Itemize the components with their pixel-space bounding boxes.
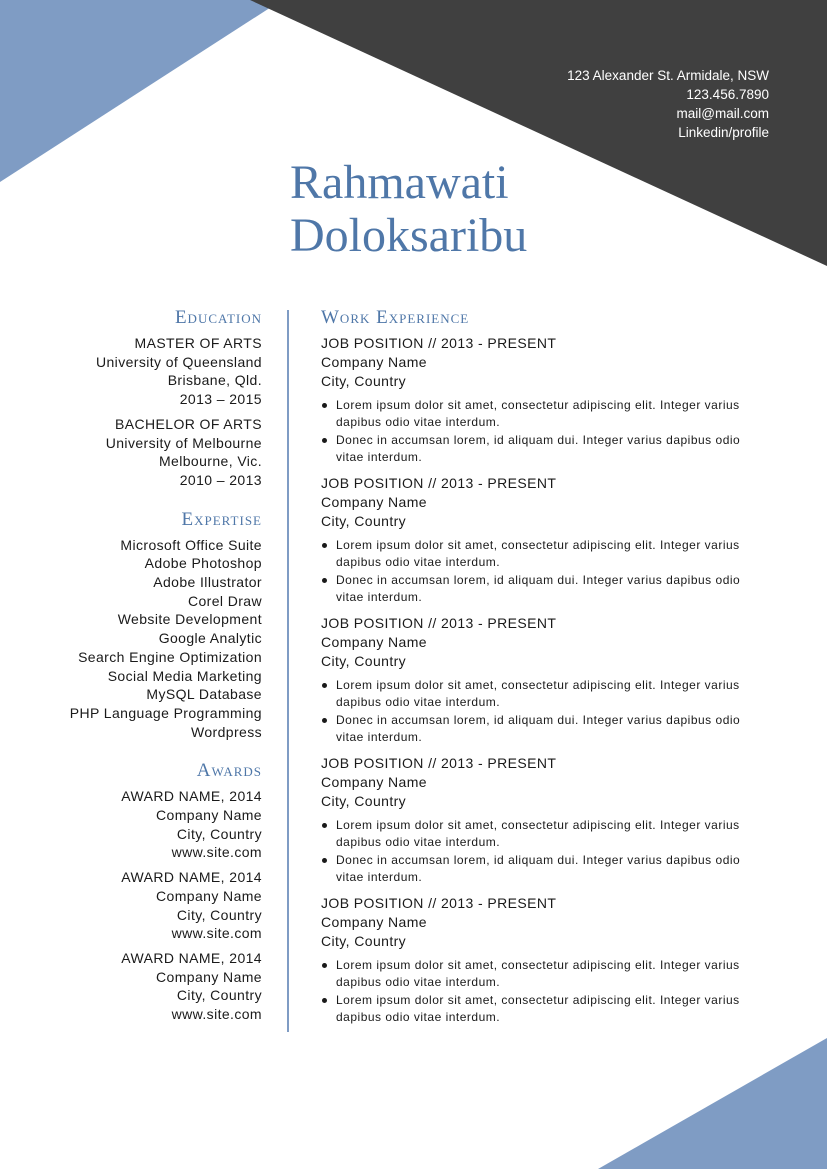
job-bullet: Lorem ipsum dolor sit amet, consectetur adipiscing elit. Integer varius dapibus odio vitae interdum. (336, 677, 771, 711)
contact-phone: 123.456.7890 (686, 87, 769, 102)
job-bullets (321, 537, 771, 606)
job-bullet: Lorem ipsum dolor sit amet, consectetur adipiscing elit. Integer varius dapibus odio vitae interdum. (336, 397, 771, 431)
expertise-item: Google Analytic (158, 630, 262, 647)
contact-info (567, 66, 769, 142)
job-location: City, Country (321, 373, 407, 389)
job-bullet: Donec in accumsan lorem, id aliquam dui. Integer varius dapibus odio vitae interdum. (336, 432, 771, 466)
right-column (321, 306, 771, 1034)
education-item (40, 415, 262, 490)
job-bullet: Lorem ipsum dolor sit amet, consectetur adipiscing elit. Integer varius dapibus odio vitae interdum. (336, 817, 771, 851)
job-location: City, Country (321, 793, 407, 809)
job-bullets (321, 817, 771, 886)
job-entry (321, 334, 771, 466)
expertise-item: Wordpress (190, 723, 262, 740)
top-left-blue-triangle (0, 0, 282, 182)
education-location: Melbourne, Vic. (158, 453, 262, 470)
job-position: JOB POSITION // 2013 - PRESENT (321, 895, 557, 911)
expertise-item: Website Development (117, 611, 262, 628)
expertise-item: Search Engine Optimization (78, 648, 262, 665)
job-bullets (321, 957, 771, 1026)
job-company: Company Name (321, 494, 427, 510)
job-entry (321, 894, 771, 1026)
job-bullet: Donec in accumsan lorem, id aliquam dui. Integer varius dapibus odio vitae interdum. (336, 712, 771, 746)
job-bullets (321, 397, 771, 466)
education-title: Education (174, 307, 262, 328)
last-name: Doloksaribu (290, 209, 528, 262)
award-item (40, 787, 262, 862)
contact-email[interactable]: mail@mail.com (676, 106, 769, 121)
award-location: City, Country (176, 825, 262, 842)
expertise-item: Adobe Illustrator (153, 574, 262, 591)
expertise-item: Social Media Marketing (107, 667, 262, 684)
job-company: Company Name (321, 774, 427, 790)
award-item (40, 868, 262, 943)
job-company: Company Name (321, 354, 427, 370)
job-entry (321, 754, 771, 886)
job-location: City, Country (321, 933, 407, 949)
education-years: 2010 – 2013 (179, 471, 262, 488)
expertise-item: MySQL Database (146, 686, 262, 703)
education-years: 2013 – 2015 (179, 391, 262, 408)
education-degree: BACHELOR OF ARTS (115, 415, 262, 432)
expertise-title: Expertise (181, 508, 262, 530)
job-location: City, Country (321, 653, 407, 669)
bottom-right-blue-triangle (598, 1038, 827, 1169)
contact-address: 123 Alexander St. Armidale, NSW (567, 68, 769, 83)
job-bullets (321, 677, 771, 746)
award-site[interactable]: www.site.com (171, 925, 262, 942)
job-company: Company Name (321, 634, 427, 650)
job-bullet: Lorem ipsum dolor sit amet, consectetur adipiscing elit. Integer varius dapibus odio vitae interdum. (336, 537, 771, 571)
award-site[interactable]: www.site.com (171, 844, 262, 861)
left-column (40, 306, 262, 1030)
job-company: Company Name (321, 914, 427, 930)
education-school: University of Queensland (95, 353, 262, 370)
education-school: University of Melbourne (105, 434, 262, 451)
education-degree: MASTER OF ARTS (134, 335, 262, 351)
job-bullet: Lorem ipsum dolor sit amet, consectetur adipiscing elit. Integer varius dapibus odio vitae interdum. (336, 957, 771, 991)
expertise-item: PHP Language Programming (69, 704, 262, 721)
expertise-item: Corel Draw (187, 592, 262, 609)
expertise-list (40, 536, 262, 742)
award-site[interactable]: www.site.com (171, 1006, 262, 1023)
contact-linkedin[interactable]: Linkedin/profile (678, 125, 769, 140)
job-bullet: Donec in accumsan lorem, id aliquam dui. Integer varius dapibus odio vitae interdum. (336, 572, 771, 606)
expertise-item: Adobe Photoshop (144, 555, 262, 572)
award-name: AWARD NAME, 2014 (121, 949, 262, 966)
job-entry (321, 474, 771, 606)
job-location: City, Country (321, 513, 407, 529)
award-company: Company Name (156, 807, 262, 824)
award-item (40, 949, 262, 1024)
education-item (40, 334, 262, 409)
job-entry (321, 614, 771, 746)
first-name: Rahmawati (290, 156, 509, 209)
award-company: Company Name (156, 887, 262, 904)
award-location: City, Country (176, 906, 262, 923)
award-company: Company Name (156, 968, 262, 985)
award-name: AWARD NAME, 2014 (121, 788, 262, 805)
awards-title: Awards (196, 760, 262, 782)
expertise-item: Microsoft Office Suite (120, 536, 262, 553)
award-location: City, Country (176, 987, 262, 1004)
work-experience-title: Work Experience (321, 307, 470, 328)
job-position: JOB POSITION // 2013 - PRESENT (321, 755, 557, 771)
column-divider (287, 310, 289, 1032)
job-bullet: Donec in accumsan lorem, id aliquam dui. Integer varius dapibus odio vitae interdum. (336, 852, 771, 886)
job-bullet: Lorem ipsum dolor sit amet, consectetur adipiscing elit. Integer varius dapibus odio vitae interdum. (336, 992, 771, 1026)
award-name: AWARD NAME, 2014 (121, 869, 262, 886)
resume-name (290, 156, 527, 262)
job-position: JOB POSITION // 2013 - PRESENT (321, 475, 557, 491)
job-position: JOB POSITION // 2013 - PRESENT (321, 335, 557, 351)
job-position: JOB POSITION // 2013 - PRESENT (321, 615, 557, 631)
education-location: Brisbane, Qld. (167, 372, 262, 389)
